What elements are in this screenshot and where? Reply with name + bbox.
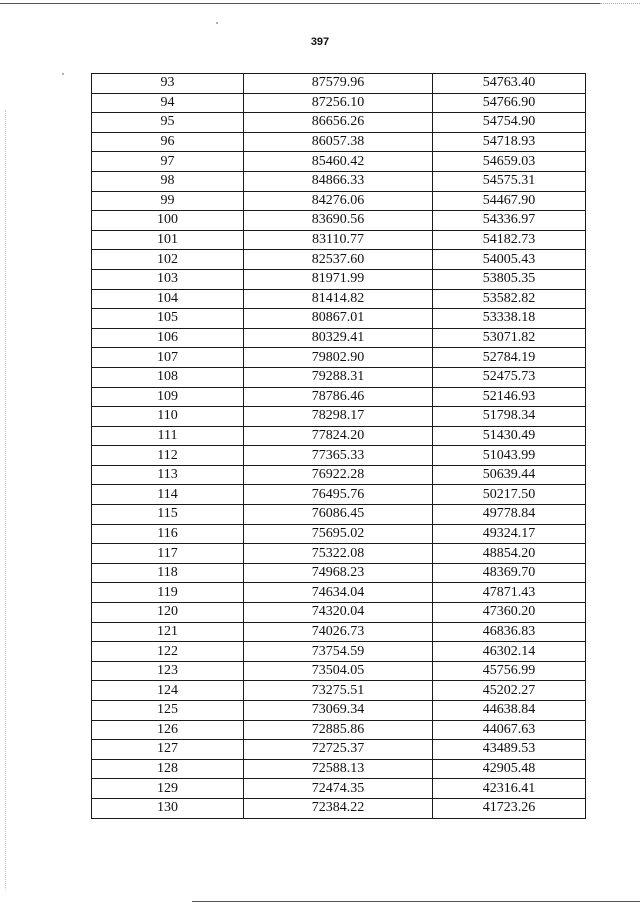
- index-cell: 110: [92, 407, 244, 427]
- value-b-cell: 42905.48: [433, 759, 586, 779]
- top-rule: [0, 3, 600, 4]
- table-row: [92, 407, 586, 427]
- value-a-cell: 78786.46: [244, 387, 433, 407]
- data-table: [91, 73, 586, 819]
- table-row: [92, 191, 586, 211]
- value-b-cell: 45202.27: [433, 681, 586, 701]
- table-row: [92, 681, 586, 701]
- index-cell: 95: [92, 113, 244, 133]
- table-row: [92, 701, 586, 721]
- value-b-cell: 47360.20: [433, 603, 586, 623]
- table-row: [92, 367, 586, 387]
- table-row: [92, 603, 586, 623]
- index-cell: 116: [92, 524, 244, 544]
- table-row: [92, 152, 586, 172]
- table-row: [92, 465, 586, 485]
- index-cell: 120: [92, 603, 244, 623]
- index-cell: 111: [92, 426, 244, 446]
- value-b-cell: 51043.99: [433, 446, 586, 466]
- index-cell: 105: [92, 309, 244, 329]
- index-cell: 121: [92, 622, 244, 642]
- index-cell: 114: [92, 485, 244, 505]
- table-body: [92, 74, 586, 819]
- table-row: [92, 269, 586, 289]
- value-b-cell: 52146.93: [433, 387, 586, 407]
- value-a-cell: 72725.37: [244, 740, 433, 760]
- value-a-cell: 80867.01: [244, 309, 433, 329]
- value-a-cell: 72384.22: [244, 798, 433, 818]
- index-cell: 118: [92, 563, 244, 583]
- value-b-cell: 49324.17: [433, 524, 586, 544]
- page-number: 397: [310, 36, 330, 48]
- value-b-cell: 47871.43: [433, 583, 586, 603]
- value-a-cell: 75695.02: [244, 524, 433, 544]
- value-a-cell: 75322.08: [244, 544, 433, 564]
- table-row: [92, 93, 586, 113]
- index-cell: 112: [92, 446, 244, 466]
- index-cell: 130: [92, 798, 244, 818]
- index-cell: 106: [92, 328, 244, 348]
- table-row: [92, 798, 586, 818]
- value-a-cell: 72474.35: [244, 779, 433, 799]
- table-row: [92, 563, 586, 583]
- index-cell: 115: [92, 505, 244, 525]
- index-cell: 101: [92, 230, 244, 250]
- index-cell: 96: [92, 132, 244, 152]
- value-a-cell: 87256.10: [244, 93, 433, 113]
- value-b-cell: 44638.84: [433, 701, 586, 721]
- index-cell: 98: [92, 171, 244, 191]
- index-cell: 119: [92, 583, 244, 603]
- table-row: [92, 505, 586, 525]
- value-a-cell: 74968.23: [244, 563, 433, 583]
- value-b-cell: 53071.82: [433, 328, 586, 348]
- table-row: [92, 230, 586, 250]
- value-a-cell: 73504.05: [244, 661, 433, 681]
- index-cell: 117: [92, 544, 244, 564]
- index-cell: 108: [92, 367, 244, 387]
- table-row: [92, 759, 586, 779]
- index-cell: 104: [92, 289, 244, 309]
- value-a-cell: 74026.73: [244, 622, 433, 642]
- value-b-cell: 54766.90: [433, 93, 586, 113]
- table-row: [92, 289, 586, 309]
- value-a-cell: 79288.31: [244, 367, 433, 387]
- value-b-cell: 49778.84: [433, 505, 586, 525]
- index-cell: 99: [92, 191, 244, 211]
- value-b-cell: 54182.73: [433, 230, 586, 250]
- value-a-cell: 80329.41: [244, 328, 433, 348]
- value-b-cell: 54575.31: [433, 171, 586, 191]
- value-b-cell: 43489.53: [433, 740, 586, 760]
- value-b-cell: 44067.63: [433, 720, 586, 740]
- index-cell: 113: [92, 465, 244, 485]
- value-b-cell: 54718.93: [433, 132, 586, 152]
- index-cell: 100: [92, 211, 244, 231]
- value-a-cell: 83690.56: [244, 211, 433, 231]
- index-cell: 124: [92, 681, 244, 701]
- index-cell: 122: [92, 642, 244, 662]
- table-row: [92, 348, 586, 368]
- index-cell: 125: [92, 701, 244, 721]
- index-cell: 123: [92, 661, 244, 681]
- value-a-cell: 73754.59: [244, 642, 433, 662]
- table-row: [92, 309, 586, 329]
- value-b-cell: 51798.34: [433, 407, 586, 427]
- value-a-cell: 86057.38: [244, 132, 433, 152]
- value-a-cell: 76922.28: [244, 465, 433, 485]
- value-a-cell: 73275.51: [244, 681, 433, 701]
- table-row: [92, 171, 586, 191]
- value-a-cell: 74634.04: [244, 583, 433, 603]
- table-row: [92, 485, 586, 505]
- value-a-cell: 85460.42: [244, 152, 433, 172]
- value-b-cell: 41723.26: [433, 798, 586, 818]
- table-row: [92, 524, 586, 544]
- table-row: [92, 250, 586, 270]
- scan-speck: [216, 22, 218, 24]
- table-row: [92, 74, 586, 94]
- table-row: [92, 740, 586, 760]
- value-b-cell: 51430.49: [433, 426, 586, 446]
- value-b-cell: 53805.35: [433, 269, 586, 289]
- value-a-cell: 72588.13: [244, 759, 433, 779]
- value-b-cell: 54336.97: [433, 211, 586, 231]
- value-b-cell: 50639.44: [433, 465, 586, 485]
- value-b-cell: 42316.41: [433, 779, 586, 799]
- table-row: [92, 113, 586, 133]
- value-a-cell: 78298.17: [244, 407, 433, 427]
- value-a-cell: 76495.76: [244, 485, 433, 505]
- value-b-cell: 52475.73: [433, 367, 586, 387]
- index-cell: 129: [92, 779, 244, 799]
- table-row: [92, 544, 586, 564]
- table-row: [92, 583, 586, 603]
- scan-speck: [62, 73, 64, 75]
- value-b-cell: 54005.43: [433, 250, 586, 270]
- value-a-cell: 72885.86: [244, 720, 433, 740]
- bottom-rule: [192, 901, 640, 902]
- value-b-cell: 45756.99: [433, 661, 586, 681]
- index-cell: 128: [92, 759, 244, 779]
- table-row: [92, 661, 586, 681]
- index-cell: 107: [92, 348, 244, 368]
- index-cell: 94: [92, 93, 244, 113]
- table-row: [92, 779, 586, 799]
- value-a-cell: 86656.26: [244, 113, 433, 133]
- value-a-cell: 76086.45: [244, 505, 433, 525]
- table-row: [92, 328, 586, 348]
- index-cell: 93: [92, 74, 244, 94]
- value-b-cell: 53582.82: [433, 289, 586, 309]
- index-cell: 103: [92, 269, 244, 289]
- table-row: [92, 426, 586, 446]
- value-a-cell: 77824.20: [244, 426, 433, 446]
- value-b-cell: 48369.70: [433, 563, 586, 583]
- value-b-cell: 54467.90: [433, 191, 586, 211]
- table-row: [92, 387, 586, 407]
- value-a-cell: 73069.34: [244, 701, 433, 721]
- value-b-cell: 48854.20: [433, 544, 586, 564]
- value-a-cell: 81414.82: [244, 289, 433, 309]
- table-row: [92, 211, 586, 231]
- value-a-cell: 79802.90: [244, 348, 433, 368]
- value-b-cell: 52784.19: [433, 348, 586, 368]
- value-a-cell: 77365.33: [244, 446, 433, 466]
- table-row: [92, 132, 586, 152]
- scan-edge-mark: [5, 110, 6, 890]
- table-row: [92, 446, 586, 466]
- table-row: [92, 622, 586, 642]
- value-b-cell: 50217.50: [433, 485, 586, 505]
- index-cell: 109: [92, 387, 244, 407]
- top-rule-faint: [600, 3, 640, 4]
- value-a-cell: 81971.99: [244, 269, 433, 289]
- value-a-cell: 84866.33: [244, 171, 433, 191]
- index-cell: 127: [92, 740, 244, 760]
- value-a-cell: 84276.06: [244, 191, 433, 211]
- table-row: [92, 720, 586, 740]
- value-b-cell: 46302.14: [433, 642, 586, 662]
- value-b-cell: 54659.03: [433, 152, 586, 172]
- index-cell: 126: [92, 720, 244, 740]
- table-row: [92, 642, 586, 662]
- value-a-cell: 87579.96: [244, 74, 433, 94]
- value-a-cell: 83110.77: [244, 230, 433, 250]
- value-b-cell: 54763.40: [433, 74, 586, 94]
- index-cell: 102: [92, 250, 244, 270]
- index-cell: 97: [92, 152, 244, 172]
- value-b-cell: 54754.90: [433, 113, 586, 133]
- value-a-cell: 82537.60: [244, 250, 433, 270]
- value-b-cell: 53338.18: [433, 309, 586, 329]
- value-b-cell: 46836.83: [433, 622, 586, 642]
- value-a-cell: 74320.04: [244, 603, 433, 623]
